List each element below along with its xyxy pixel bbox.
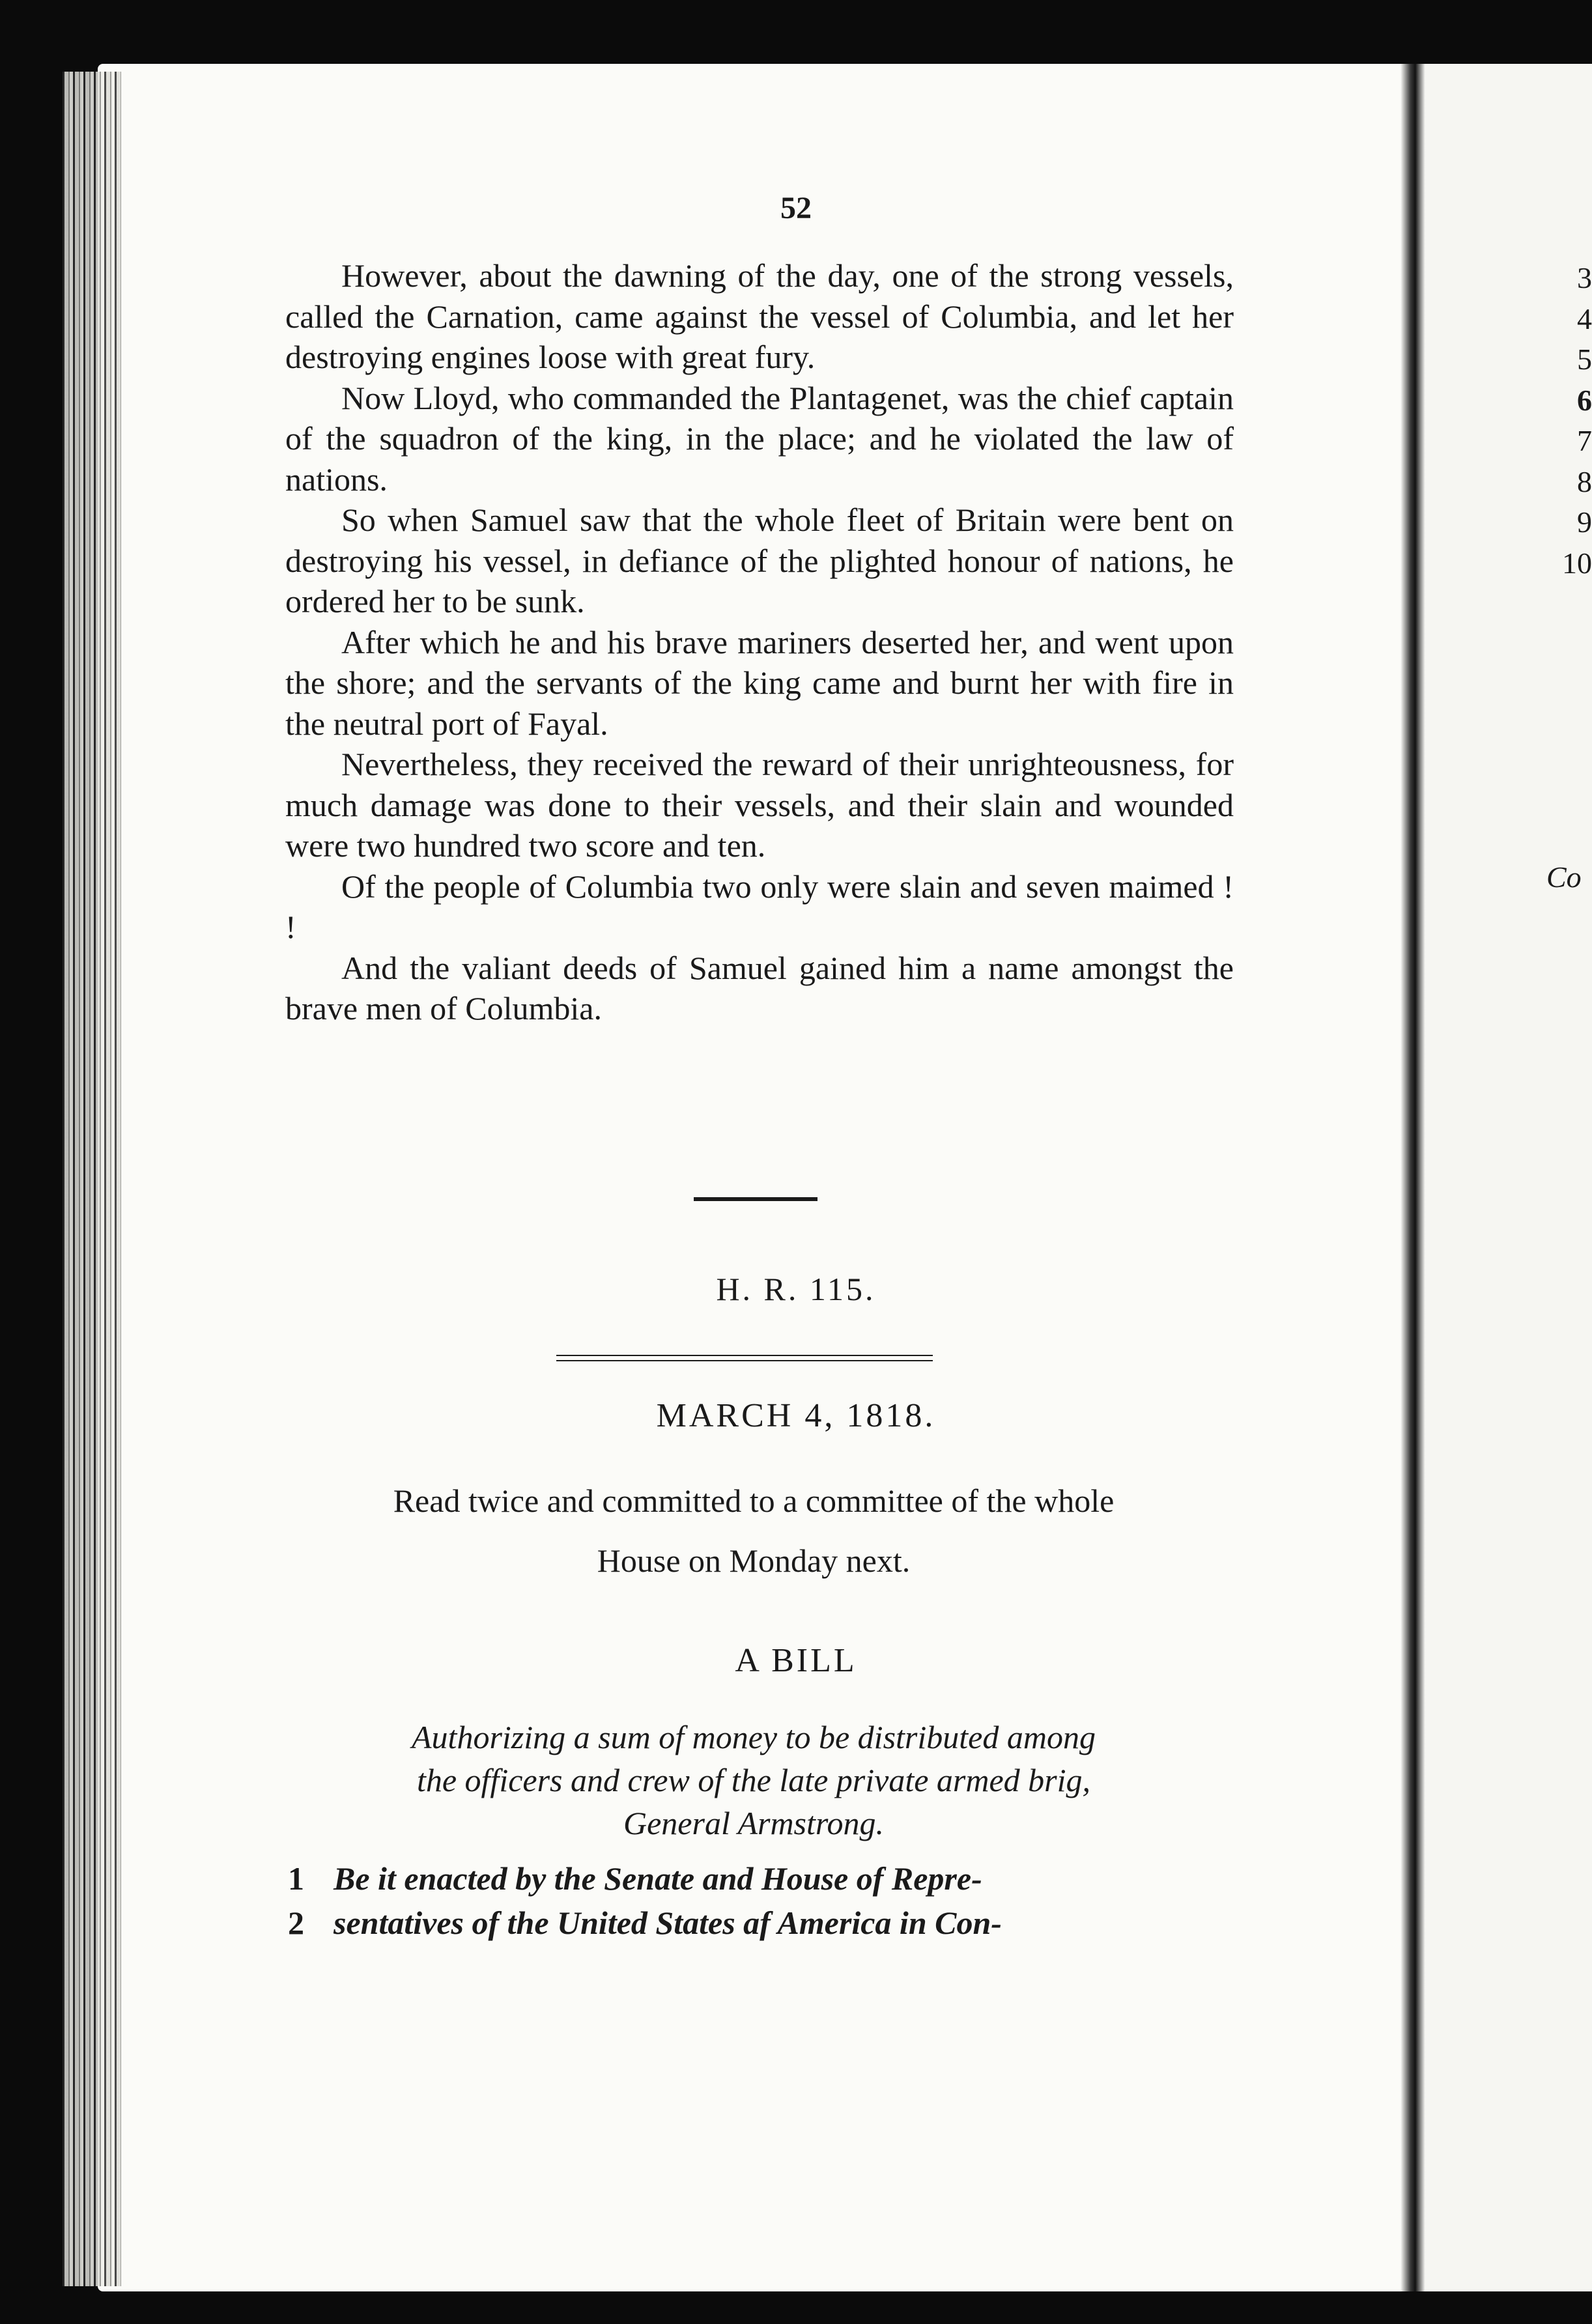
paragraph: Now Lloyd, who commanded the Plantagenet, was the chief captain of the squadron of the king, in the place; and he violated the law of nations. [285, 379, 1234, 498]
enacting-clause [288, 1856, 1213, 1945]
line-number: 7 [1577, 424, 1592, 457]
page-edge [63, 72, 121, 2286]
book-gutter [1400, 64, 1425, 2291]
double-rule [556, 1355, 933, 1361]
paragraph: And the valiant deeds of Samuel gained him a name amongst the brave men of Columbia. [285, 949, 1234, 1027]
paragraph: However, about the dawning of the day, one of the strong vessels, called the Carnation, came against the vessel of Columbia, and let her destroying engines loose with great fury. [285, 257, 1234, 375]
narrative-text [285, 255, 1234, 1029]
bill-title: A BILL [735, 1642, 857, 1679]
enact-text: sentatives of the United States af America in Con- [334, 1905, 1002, 1941]
enact-text: Be it enacted by the Senate and House of Repre- [334, 1860, 982, 1897]
description-line: Authorizing a sum of money to be distributed among [412, 1719, 1096, 1755]
right-page-line-numbers [1558, 258, 1592, 584]
committee-line: Read twice and committed to a committee of the whole [393, 1482, 1115, 1519]
line-number: 10 [1562, 546, 1592, 580]
section-divider [694, 1197, 817, 1201]
line-number: 3 [1577, 261, 1592, 294]
paragraph: Nevertheless, they received the reward of their unrighteousness, for much damage was done to their vessels, and their slain and wounded were two hundred two score and ten. [285, 746, 1234, 864]
line-number: 2 [288, 1905, 304, 1941]
page-number: 52 [780, 191, 812, 225]
bill-number: H. R. 115. [716, 1271, 876, 1307]
line-number: 5 [1577, 343, 1592, 376]
line-number: 4 [1577, 302, 1592, 335]
right-page-fragment: Co [1546, 860, 1582, 894]
paragraph: After which he and his brave mariners deserted her, and went upon the shore; and the servants of the king came and burnt her with fire in the neutral port of Fayal. [285, 623, 1234, 742]
enact-line [288, 1856, 1213, 1901]
line-number: 1 [288, 1860, 304, 1897]
enact-line [288, 1901, 1213, 1945]
paragraph: So when Samuel saw that the whole fleet of Britain were bent on destroying his vessel, in defiance of the plighted honour of nations, he ordered her to be sunk. [285, 502, 1234, 619]
description-line: General Armstrong. [623, 1805, 884, 1841]
bill-description [274, 1716, 1234, 1845]
line-number: 6 [1577, 383, 1592, 417]
committee-note [274, 1471, 1234, 1591]
paragraph: Of the people of Columbia two only were slain and seven maimed ! ! [285, 868, 1234, 945]
description-line: the officers and crew of the late private armed brig, [416, 1762, 1091, 1798]
committee-line: House on Monday next. [597, 1542, 911, 1579]
line-number: 9 [1577, 505, 1592, 539]
line-number: 8 [1577, 464, 1592, 498]
bill-date: MARCH 4, 1818. [656, 1397, 936, 1434]
